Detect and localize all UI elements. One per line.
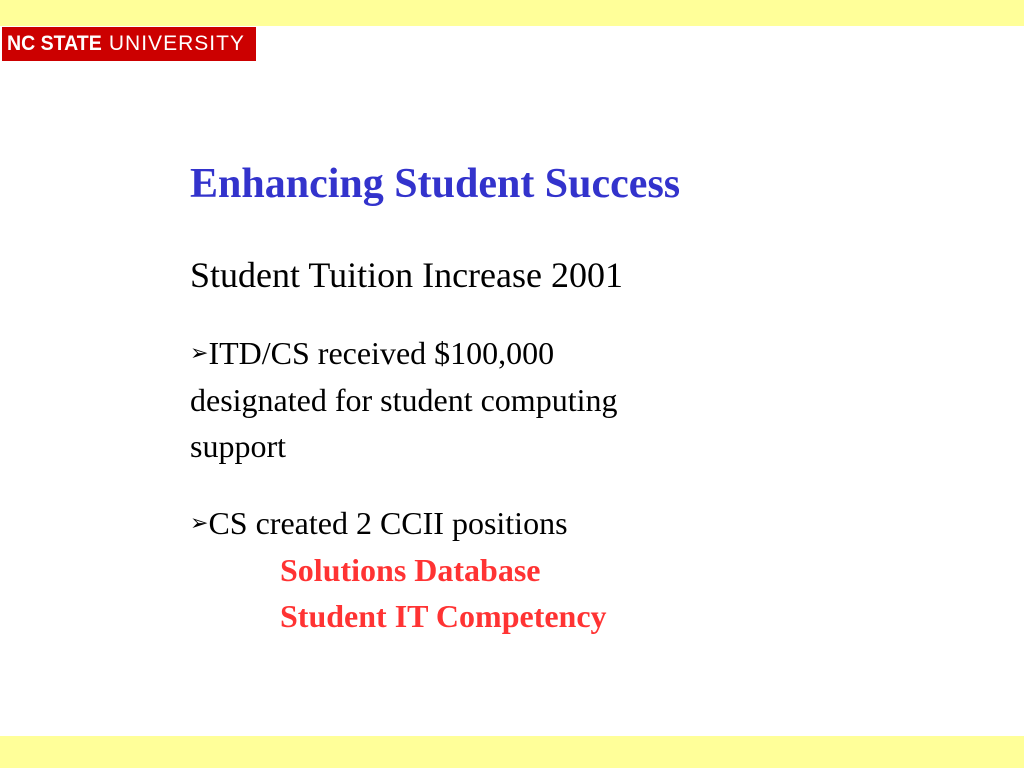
sub-item-solutions-database: Solutions Database [280,552,541,588]
bullet-line [190,330,750,377]
nc-state-university-logo [2,27,256,61]
slide-subtitle: Student Tuition Increase 2001 [190,255,623,295]
bottom-decorative-band [0,736,1024,768]
arrow-bullet-icon: ➢ [190,511,209,536]
bullet-line [190,500,790,547]
bullet-item [190,330,750,469]
bullet-item [190,500,790,639]
slide-title: Enhancing Student Success [190,161,681,207]
logo-nc-state-text: NC STATE [7,32,102,55]
bullet-line: support [190,428,286,464]
bullet-text: ITD/CS received $100,000 [208,335,555,371]
logo-university-text: UNIVERSITY [108,32,245,55]
bullet-text: CS created 2 CCII positions [208,505,568,541]
sub-item-student-it-competency: Student IT Competency [280,598,607,634]
top-decorative-band [0,0,1024,26]
bullet-line: designated for student computing [190,382,618,418]
arrow-bullet-icon: ➢ [190,341,209,366]
